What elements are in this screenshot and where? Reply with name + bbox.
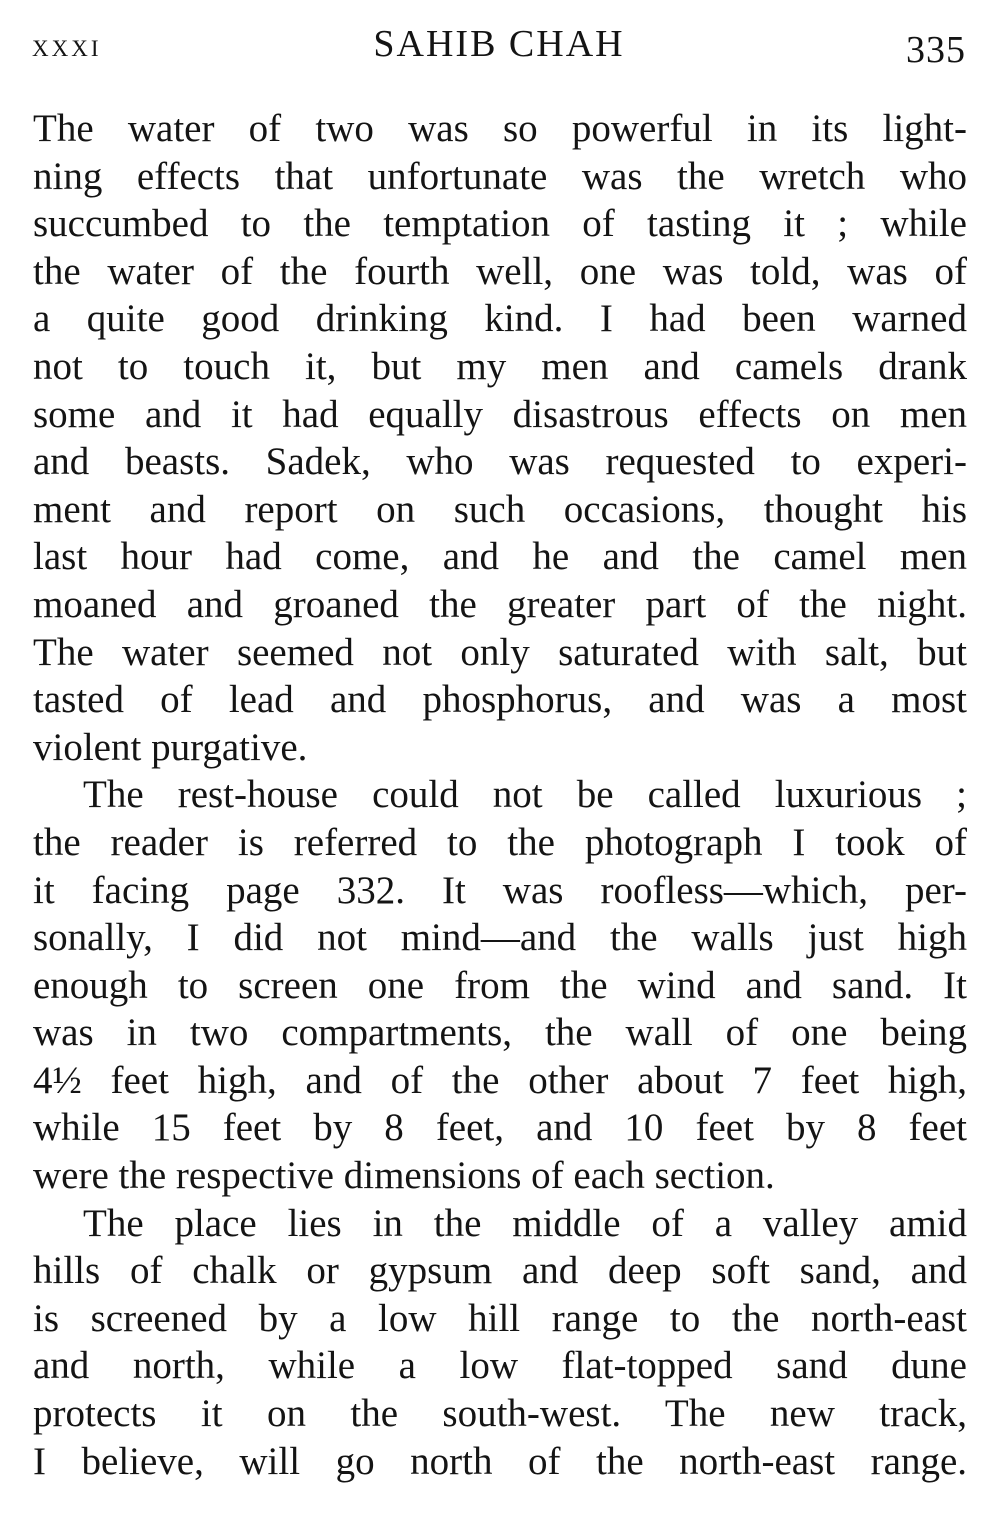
- text-line: protects it on the south-west. The new track,: [33, 1392, 967, 1436]
- text-line: 4½ feet high, and of the other about 7 feet high,: [33, 1058, 967, 1102]
- text-line: hills of chalk or gypsum and deep soft sand, and: [33, 1249, 967, 1293]
- text-line: was in two compartments, the wall of one being: [33, 1011, 967, 1055]
- text-line: is screened by a low hill range to the north-east: [33, 1296, 967, 1340]
- text-line: were the respective dimensions of each section.: [33, 1154, 775, 1198]
- running-head: [32, 22, 966, 72]
- running-title: SAHIB CHAH: [373, 23, 625, 65]
- text-line: moaned and groaned the greater part of the night.: [33, 582, 967, 626]
- text-line: not to touch it, but my men and camels drank: [33, 344, 967, 388]
- text-line: enough to screen one from the wind and sand. It: [33, 963, 967, 1007]
- text-line: and beasts. Sadek, who was requested to experi-: [33, 440, 967, 484]
- paragraph-first-line: The place lies in the middle of a valley amid: [83, 1201, 967, 1245]
- text-line: The water of two was so powerful in its light-: [33, 107, 967, 150]
- text-line: The water seemed not only saturated with salt, but: [33, 630, 967, 674]
- text-line: last hour had come, and he and the camel men: [33, 535, 967, 579]
- text-line: the reader is referred to the photograph I took of: [33, 820, 967, 864]
- text-line: violent purgative.: [33, 725, 308, 769]
- text-line: ment and report on such occasions, thought his: [33, 487, 967, 531]
- page-number: 335: [906, 29, 966, 71]
- body-text: [33, 105, 967, 1485]
- chapter-number: xxxi: [32, 28, 102, 64]
- text-line: some and it had equally disastrous effects on men: [33, 392, 967, 436]
- text-line: tasted of lead and phosphorus, and was a most: [33, 678, 967, 722]
- text-line: sonally, I did not mind—and the walls just high: [33, 916, 967, 960]
- text-line: it facing page 332. It was roofless—which, per-: [33, 868, 967, 912]
- text-line: succumbed to the temptation of tasting it ; while: [33, 202, 967, 246]
- text-line: the water of the fourth well, one was told, was of: [33, 249, 967, 293]
- text-line: I believe, will go north of the north-east range.: [33, 1439, 967, 1483]
- text-line: ning effects that unfortunate was the wretch who: [33, 154, 967, 198]
- text-line: a quite good drinking kind. I had been warned: [33, 297, 967, 341]
- text-line: while 15 feet by 8 feet, and 10 feet by 8 feet: [33, 1106, 967, 1150]
- text-line: and north, while a low flat-topped sand dune: [33, 1344, 967, 1388]
- paragraph-first-line: The rest-house could not be called luxurious ;: [83, 773, 967, 817]
